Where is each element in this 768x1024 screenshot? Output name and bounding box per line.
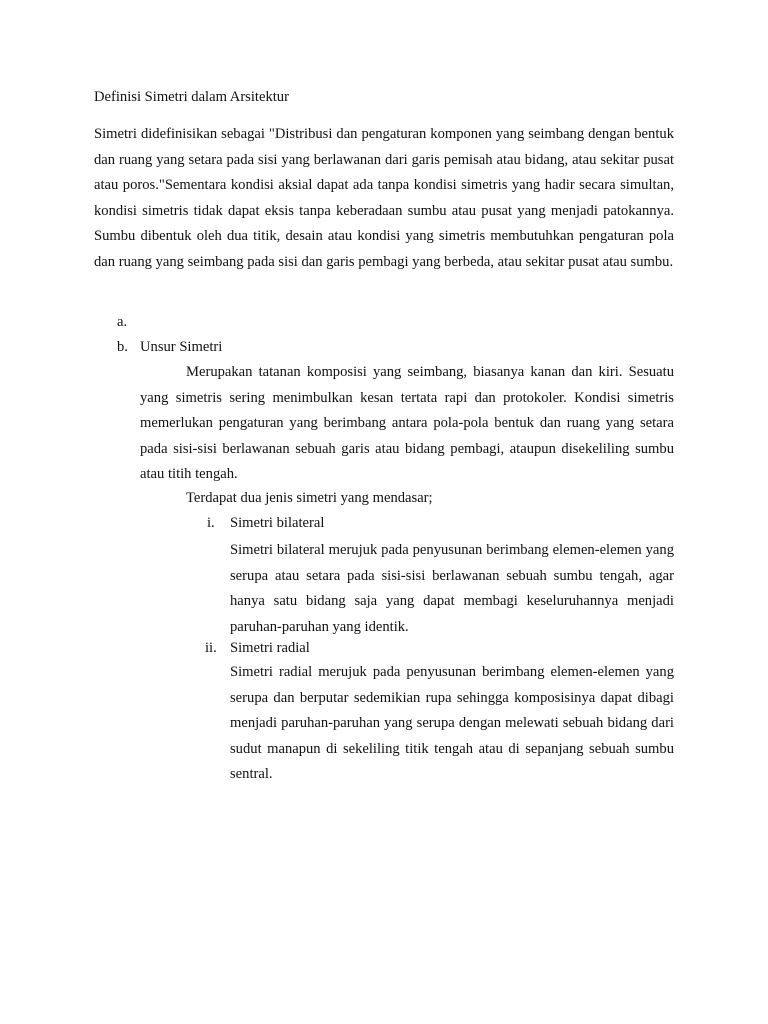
- simetri-bilateral-paragraph: Simetri bilateral merujuk pada penyusunan berimbang elemen-elemen yang serupa atau setara pada sisi-sisi berlawanan sebuah sumbu tengah, agar hanya satu bidang saja yang dapat membagi keseluruhannya menjadi paruhan-paruhan yang identik.: [230, 542, 674, 635]
- subheading-simetri-bilateral: Simetri bilateral: [230, 515, 325, 531]
- subheading-simetri-radial: Simetri radial: [230, 640, 310, 656]
- list-marker-b: b.: [117, 339, 128, 355]
- document-title: Definisi Simetri dalam Arsitektur: [94, 89, 289, 105]
- section-heading-unsur-simetri: Unsur Simetri: [140, 339, 223, 355]
- list-marker-ii: ii.: [205, 640, 217, 656]
- simetri-radial-paragraph: Simetri radial merujuk pada penyusunan berimbang elemen-elemen yang serupa dan berputar sedemikian rupa sehingga komposisinya dapat dibagi menjadi paruhan-paruhan yang serupa dengan melewati sebuah bidang dari sudut manapun di sekeliling titik tengah atau di sepanjang sebuah sumbu sentral.: [230, 664, 674, 783]
- intro-paragraph: Simetri didefinisikan sebagai "Distribusi dan pengaturan komponen yang seimbang dengan bentuk dan ruang yang setara pada sisi yang berlawanan dari garis pemisah atau bidang, atau sekitar pusat atau poros."Sementara kondisi aksial dapat ada tanpa kondisi simetris yang hadir secara simultan, kondisi simetris tidak dapat eksis tanpa keberadaan sumbu atau pusat yang menjadi patokannya. Sumbu dibentuk oleh dua titik, desain atau kondisi yang simetris membutuhkan pengaturan pola dan ruang yang seimbang pada sisi dan garis pembagi yang berbeda, atau sekitar pusat atau sumbu.: [94, 126, 674, 270]
- unsur-simetri-paragraph: Merupakan tatanan komposisi yang seimbang, biasanya kanan dan kiri. Sesuatu yang simetris sering menimbulkan kesan tertata rapi dan protokoler. Kondisi simetris memerlukan pengaturan yang berimbang antara pola-pola bentuk dan ruang yang setara pada sisi-sisi berlawanan sebuah garis atau bidang pembagi, ataupun disekeliling sumbu atau titih tengah.: [140, 364, 674, 483]
- list-marker-a: a.: [117, 314, 128, 330]
- list-marker-i: i.: [207, 515, 215, 531]
- types-intro-text: Terdapat dua jenis simetri yang mendasar;: [186, 490, 433, 506]
